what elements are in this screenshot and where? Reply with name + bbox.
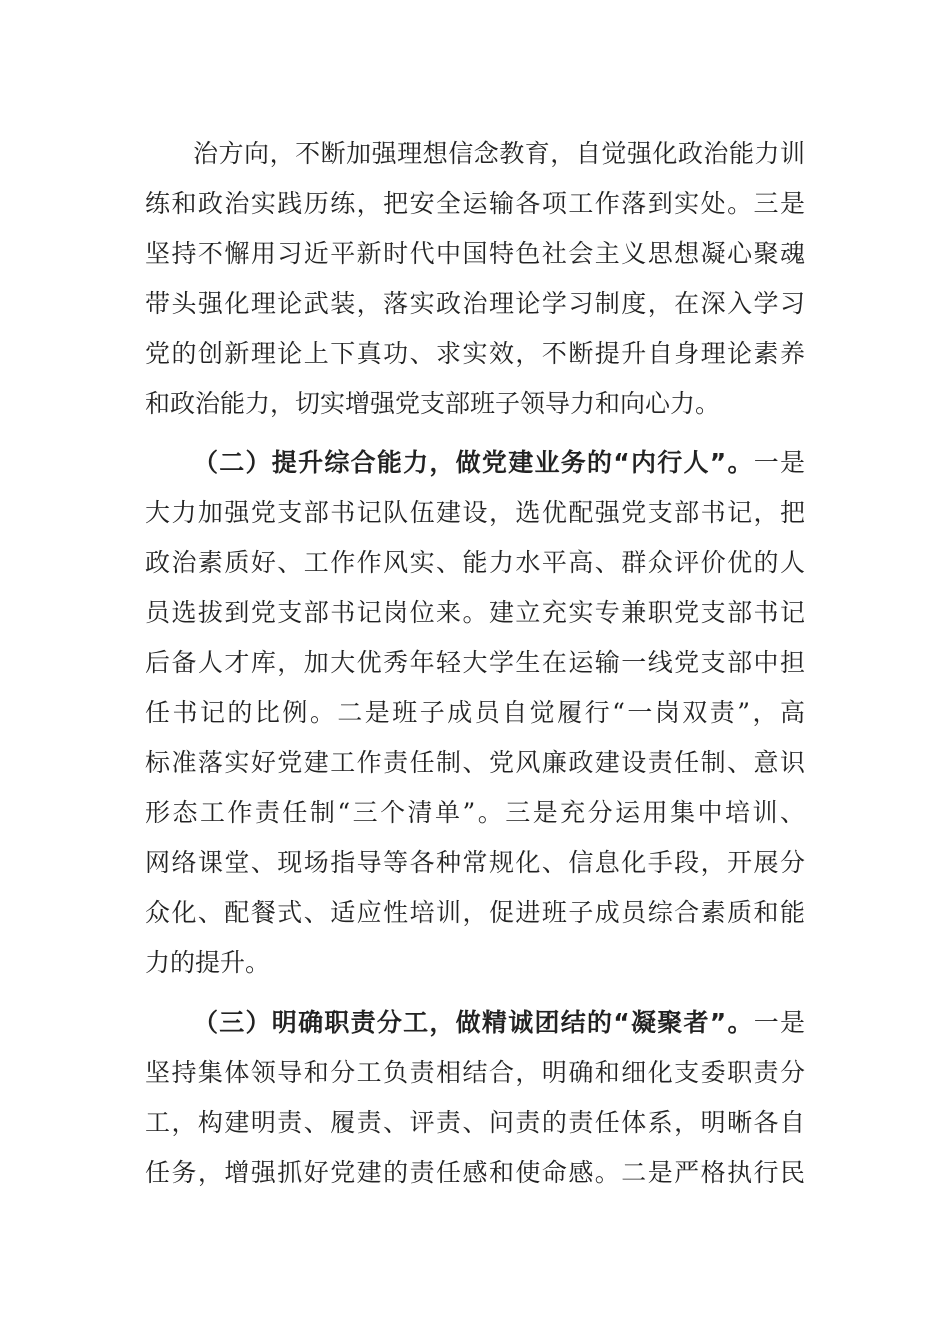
paragraph-2-line-9: 网络课堂、现场指导等各种常规化、信息化手段，开展分	[145, 848, 805, 877]
paragraph-3-first-line	[193, 1003, 805, 1043]
paragraph-2-line-7: 标准落实好党建工作责任制、党风廉政建设责任制、意识	[145, 748, 805, 777]
paragraph-2-first-line	[193, 443, 805, 483]
paragraph-1-line-4: 带头强化理论武装，落实政治理论学习制度，在深入学习	[145, 289, 805, 318]
paragraph-3-line-3: 工，构建明责、履责、评责、问责的责任体系，明晰各自	[145, 1108, 805, 1137]
paragraph-2-line-3: 政治素质好、工作作风实、能力水平高、群众评价优的人	[145, 548, 805, 577]
section-heading-2: （二）提升综合能力，做党建业务的“内行人”。	[193, 448, 754, 477]
paragraph-3-line-2: 坚持集体领导和分工负责相结合，明确和细化支委职责分	[145, 1058, 805, 1087]
paragraph-1-line-3: 坚持不懈用习近平新时代中国特色社会主义思想凝心聚魂	[145, 239, 805, 268]
paragraph-2-line-5: 后备人才库，加大优秀年轻大学生在运输一线党支部中担	[145, 648, 805, 677]
paragraph-2-line-2: 大力加强党支部书记队伍建设，选优配强党支部书记，把	[145, 498, 805, 527]
paragraph-2-line-11: 力的提升。	[145, 948, 271, 977]
paragraph-2-line-6: 任书记的比例。二是班子成员自觉履行“一岗双责”，高	[145, 698, 805, 727]
paragraph-3-line-4: 任务，增强抓好党建的责任感和使命感。二是严格执行民	[145, 1158, 805, 1187]
paragraph-2-line-10: 众化、配餐式、适应性培训，促进班子成员综合素质和能	[145, 898, 805, 927]
paragraph-2-line-8: 形态工作责任制“三个清单”。三是充分运用集中培训、	[145, 798, 805, 827]
paragraph-1-line-5: 党的创新理论上下真功、求实效，不断提升自身理论素养	[145, 339, 805, 368]
paragraph-2-first-line-rest: 一是	[753, 448, 805, 477]
paragraph-1-line-1: 治方向，不断加强理想信念教育，自觉强化政治能力训	[193, 139, 805, 168]
paragraph-1-line-2: 练和政治实践历练，把安全运输各项工作落到实处。三是	[145, 189, 805, 218]
paragraph-3-first-line-rest: 一是	[753, 1008, 805, 1037]
paragraph-2-line-4: 员选拔到党支部书记岗位来。建立充实专兼职党支部书记	[145, 598, 805, 627]
paragraph-1-line-6: 和政治能力，切实增强党支部班子领导力和向心力。	[145, 389, 721, 418]
section-heading-3: （三）明确职责分工，做精诚团结的“凝聚者”。	[193, 1008, 754, 1037]
